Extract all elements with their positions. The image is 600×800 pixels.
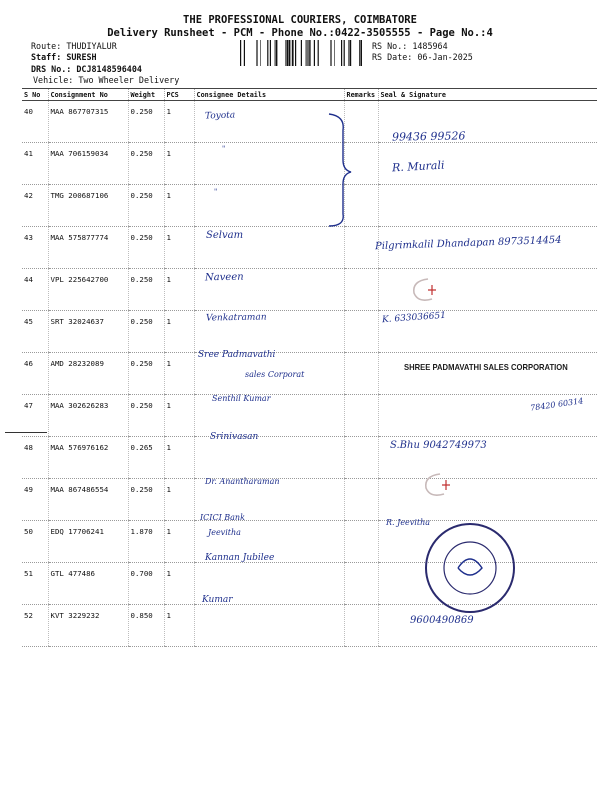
- cell-consignment: MAA 575877774: [48, 227, 128, 269]
- cell-sno: 40: [22, 101, 48, 143]
- cell-sno: 49: [22, 479, 48, 521]
- handwritten-consignee: Senthil Kumar: [212, 394, 271, 403]
- cell-sno: 42: [22, 185, 48, 227]
- table-row: [22, 437, 597, 479]
- handwritten-consignee: Dr. Anantharaman: [205, 477, 280, 486]
- sales-corporation-stamp: SHREE PADMAVATHI SALES CORPORATION: [404, 362, 568, 372]
- cell-consignment: VPL 225642700: [48, 269, 128, 311]
- cell-pcs: 1: [164, 143, 194, 185]
- cell-pcs: 1: [164, 605, 194, 647]
- cell-remarks: [344, 605, 378, 647]
- cell-sno: 52: [22, 605, 48, 647]
- company-seal-icon: [422, 520, 518, 616]
- handwritten-signature: 99436 99526: [391, 129, 466, 144]
- cell-signature[interactable]: [378, 479, 597, 521]
- cell-pcs: 1: [164, 269, 194, 311]
- drs-value: DCJ8148596404: [76, 64, 142, 74]
- handwritten-signature: S.Bhu 9042749973: [390, 440, 487, 451]
- cell-sno: 43: [22, 227, 48, 269]
- table-row: [22, 353, 597, 395]
- handwritten-consignee: ": [214, 188, 218, 196]
- vehicle-label: Vehicle:: [33, 75, 74, 85]
- cell-consignment: SRT 32024637: [48, 311, 128, 353]
- cell-pcs: 1: [164, 437, 194, 479]
- cell-remarks: [344, 479, 378, 521]
- cell-consignment: KVT 3229232: [48, 605, 128, 647]
- cell-weight: 0.250: [128, 269, 164, 311]
- cell-consignee: [194, 143, 344, 185]
- cell-weight: 0.265: [128, 437, 164, 479]
- cell-remarks: [344, 311, 378, 353]
- handwritten-consignee: Venkatraman: [205, 312, 267, 324]
- vehicle-line: [33, 75, 179, 85]
- table-row: [22, 311, 597, 353]
- strike-mark: [5, 432, 47, 433]
- handwritten-consignee: ICICI Bank: [200, 513, 245, 522]
- handwritten-consignee: Sree Padmavathi: [198, 350, 276, 360]
- col-weight: Weight: [128, 89, 164, 101]
- cell-sno: 41: [22, 143, 48, 185]
- cell-weight: 0.250: [128, 143, 164, 185]
- cell-sno: 44: [22, 269, 48, 311]
- handwritten-consignee: Toyota: [204, 110, 236, 122]
- cell-remarks: [344, 227, 378, 269]
- table-header-row: [22, 89, 597, 101]
- cell-consignee: [194, 101, 344, 143]
- handwritten-signature: R. Jeevitha: [386, 518, 430, 527]
- route-label: Route:: [31, 41, 62, 51]
- table-row: [22, 479, 597, 521]
- cell-sno: 51: [22, 563, 48, 605]
- barcode: [240, 40, 362, 66]
- cell-consignment: MAA 576976162: [48, 437, 128, 479]
- handwritten-consignee: Naveen: [204, 271, 244, 284]
- table-row: [22, 143, 597, 185]
- staff-label: Staff:: [31, 52, 62, 62]
- cell-weight: 1.870: [128, 521, 164, 563]
- cell-pcs: 1: [164, 227, 194, 269]
- table-row: [22, 395, 597, 437]
- cell-pcs: 1: [164, 521, 194, 563]
- handwritten-consignee: Jeevitha: [208, 528, 241, 537]
- runsheet-subtitle: Delivery Runsheet - PCM - Phone No.:0422-3505555 - Page No.:4: [107, 27, 493, 39]
- cell-consignment: TMG 200687106: [48, 185, 128, 227]
- cell-signature[interactable]: [378, 185, 597, 227]
- cell-pcs: 1: [164, 311, 194, 353]
- rs-date-value: 06-Jan-2025: [417, 52, 473, 62]
- logo-mark-icon: [408, 275, 444, 305]
- cell-sno: 48: [22, 437, 48, 479]
- cell-sno: 46: [22, 353, 48, 395]
- handwritten-consignee: Selvam: [206, 230, 244, 241]
- cell-weight: 0.250: [128, 185, 164, 227]
- cell-consignment: AMD 28232089: [48, 353, 128, 395]
- company-title: THE PROFESSIONAL COURIERS, COIMBATORE: [183, 14, 417, 26]
- cell-pcs: 1: [164, 479, 194, 521]
- handwritten-signature: R. Murali: [391, 158, 445, 175]
- cell-consignment: MAA 867486554: [48, 479, 128, 521]
- handwritten-consignee: Kannan Jubilee: [205, 553, 275, 563]
- col-pcs: PCS: [164, 89, 194, 101]
- cell-weight: 0.850: [128, 605, 164, 647]
- cell-remarks: [344, 521, 378, 563]
- cell-remarks: [344, 269, 378, 311]
- table-row: [22, 101, 597, 143]
- cell-remarks: [344, 395, 378, 437]
- cell-remarks: [344, 353, 378, 395]
- cell-remarks: [344, 437, 378, 479]
- handwritten-signature: Pilgrimkalil Dhandapan 8973514454: [374, 234, 562, 253]
- handwritten-signature: K. 633036651: [381, 310, 447, 326]
- handwritten-consignee: Srinivasan: [210, 432, 259, 442]
- cell-weight: 0.250: [128, 353, 164, 395]
- handwritten-consignee: Kumar: [202, 595, 233, 605]
- col-consignee: Consignee Details: [194, 89, 344, 101]
- col-consignment: Consignment No: [48, 89, 128, 101]
- bracket-mark: [325, 110, 355, 230]
- cell-weight: 0.250: [128, 311, 164, 353]
- rs-date-line: [372, 52, 473, 62]
- rs-date-label: RS Date:: [372, 52, 413, 62]
- cell-consignee: [194, 437, 344, 479]
- handwritten-consignee: ": [222, 145, 226, 153]
- cell-pcs: 1: [164, 185, 194, 227]
- cell-weight: 0.250: [128, 227, 164, 269]
- cell-weight: 0.250: [128, 395, 164, 437]
- drs-label: DRS No.:: [31, 64, 72, 74]
- col-remarks: Remarks: [344, 89, 378, 101]
- handwritten-signature: 78420 60314: [529, 396, 584, 413]
- rs-no-value: 1485964: [412, 41, 448, 51]
- cell-consignment: EDQ 17706241: [48, 521, 128, 563]
- cell-consignment: MAA 302626283: [48, 395, 128, 437]
- cell-sno: 45: [22, 311, 48, 353]
- table-row: [22, 185, 597, 227]
- drs-line: [31, 64, 142, 74]
- cell-weight: 0.250: [128, 101, 164, 143]
- rs-no-label: RS No.:: [372, 41, 408, 51]
- cell-pcs: 1: [164, 395, 194, 437]
- col-signature: Seal & Signature: [378, 89, 597, 101]
- cell-sno: 47: [22, 395, 48, 437]
- cell-consignment: MAA 706159034: [48, 143, 128, 185]
- vehicle-value: Two Wheeler Delivery: [78, 75, 180, 85]
- route-value: THUDIYALUR: [66, 41, 117, 51]
- col-sno: S No: [22, 89, 48, 101]
- cell-weight: 0.250: [128, 479, 164, 521]
- cell-consignee: [194, 605, 344, 647]
- handwritten-signature: 9600490869: [410, 615, 474, 626]
- staff-value: SURESH: [66, 52, 97, 62]
- cell-pcs: 1: [164, 353, 194, 395]
- logo-mark-icon: [420, 470, 456, 500]
- cell-pcs: 1: [164, 101, 194, 143]
- cell-consignment: GTL 477486: [48, 563, 128, 605]
- cell-remarks: [344, 563, 378, 605]
- staff-line: [31, 52, 97, 62]
- cell-weight: 0.700: [128, 563, 164, 605]
- cell-consignment: MAA 867707315: [48, 101, 128, 143]
- cell-signature[interactable]: [378, 353, 597, 395]
- cell-sno: 50: [22, 521, 48, 563]
- route-line: [31, 41, 117, 51]
- table-row: [22, 269, 597, 311]
- cell-pcs: 1: [164, 563, 194, 605]
- handwritten-consignee: sales Corporat: [245, 370, 305, 379]
- rs-no-line: [372, 41, 448, 51]
